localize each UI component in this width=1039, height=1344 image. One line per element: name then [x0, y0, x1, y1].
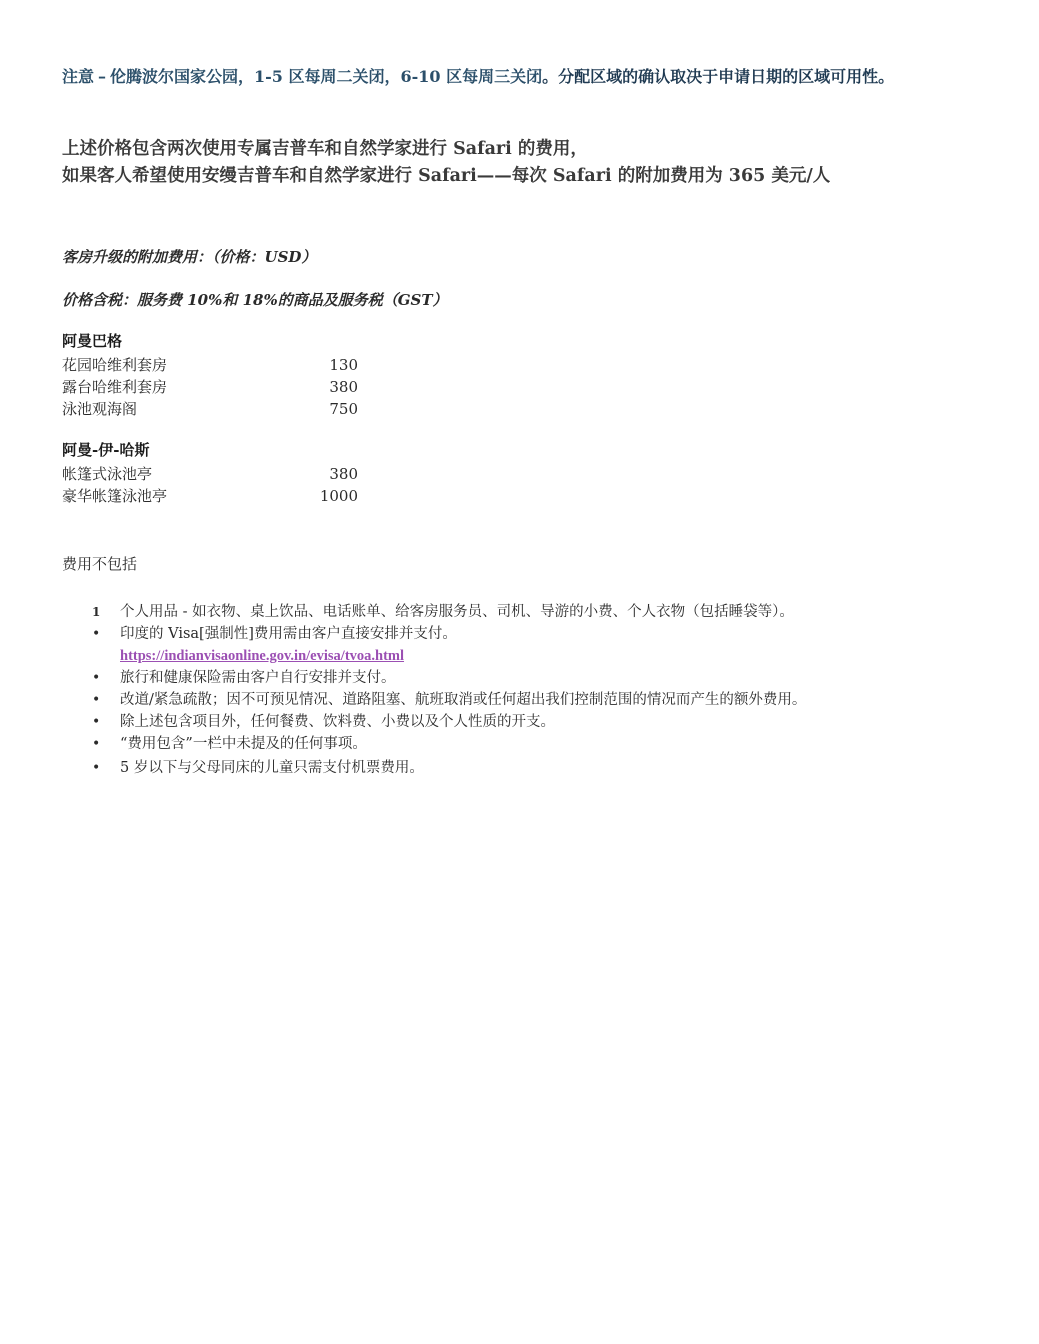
hotel-name: 阿曼-伊-哈斯	[62, 441, 150, 459]
safari-pricing-note	[62, 136, 982, 190]
room-row	[62, 463, 402, 485]
list-item	[92, 689, 992, 711]
list-item-text: 个人用品 - 如衣物、桌上饮品、电话账单、给客房服务员、司机、导游的小费、个人衣物（包括睡袋等）。	[120, 604, 794, 620]
note-emphasis: 。分配区域的确认取决于申请日期的区域可用性。	[542, 67, 895, 86]
room-price: 1000	[319, 487, 358, 505]
hotel-block-aman-i-khas	[62, 439, 402, 507]
list-item	[92, 711, 992, 733]
safari-line-1: 上述价格包含两次使用专属吉普车和自然学家进行 Safari 的费用，	[62, 139, 588, 159]
note-label: 注意	[62, 67, 95, 86]
park-closure-note	[62, 62, 982, 91]
room-price: 380	[329, 465, 358, 483]
list-item-text: 改道/紧急疏散；因不可预见情况、道路阻塞、航班取消或任何超出我们控制范围的情况而产生的额外费用。	[120, 692, 807, 708]
upgrade-title: 客房升级的附加费用：（价格：USD）	[62, 248, 317, 266]
room-name: 泳池观海阁	[62, 400, 138, 418]
list-item-text: 5 岁以下与父母同床的儿童只需支付机票费用。	[120, 760, 424, 776]
exclusions-title: 费用不包括	[62, 555, 138, 573]
hotel-block-amanbagh	[62, 330, 402, 420]
bullet-icon	[92, 711, 114, 733]
note-separator: –	[98, 67, 107, 86]
bullet-icon	[92, 623, 114, 645]
list-item	[92, 667, 992, 689]
bullet-icon	[92, 689, 114, 711]
safari-line-2: 如果客人希望使用安缦吉普车和自然学家进行 Safari——每次 Safari 的附加费用为 365 美元/人	[62, 166, 831, 186]
room-name: 花园哈维利套房	[62, 356, 168, 374]
room-row	[62, 485, 402, 507]
list-number: 1	[92, 605, 101, 619]
tax-note: 价格含税：服务费 10%和 18%的商品及服务税（GST）	[62, 291, 448, 309]
room-name: 露台哈维利套房	[62, 378, 168, 396]
room-price: 130	[329, 356, 358, 374]
list-item-text: 旅行和健康保险需由客户自行安排并支付。	[120, 670, 396, 686]
list-item	[92, 757, 992, 779]
room-price: 750	[329, 400, 358, 418]
room-row	[62, 354, 402, 376]
exclusions-list	[92, 601, 992, 779]
note-text: 伦腾波尔国家公园，1-5 区每周二关闭，6-10 区每周三关闭	[110, 67, 543, 86]
list-item-text: 印度的 Visa[强制性]费用需由客户直接安排并支付。	[120, 626, 457, 642]
list-item-text: “费用包含”一栏中未提及的任何事项。	[120, 736, 367, 752]
list-item	[92, 601, 992, 623]
bullet-icon	[92, 757, 114, 779]
room-row	[62, 398, 402, 420]
room-price: 380	[329, 378, 358, 396]
bullet-icon	[92, 667, 114, 689]
visa-link[interactable]: https://indianvisaonline.gov.in/evisa/tvoa.html	[120, 648, 405, 664]
room-name: 豪华帐篷泳池亭	[62, 487, 168, 505]
list-item-text: 除上述包含项目外，任何餐费、饮料费、小费以及个人性质的开支。	[120, 714, 555, 730]
hotel-name: 阿曼巴格	[62, 332, 123, 350]
list-item	[92, 623, 992, 667]
bullet-icon	[92, 733, 114, 755]
room-name: 帐篷式泳池亭	[62, 465, 153, 483]
list-item	[92, 733, 992, 755]
room-row	[62, 376, 402, 398]
